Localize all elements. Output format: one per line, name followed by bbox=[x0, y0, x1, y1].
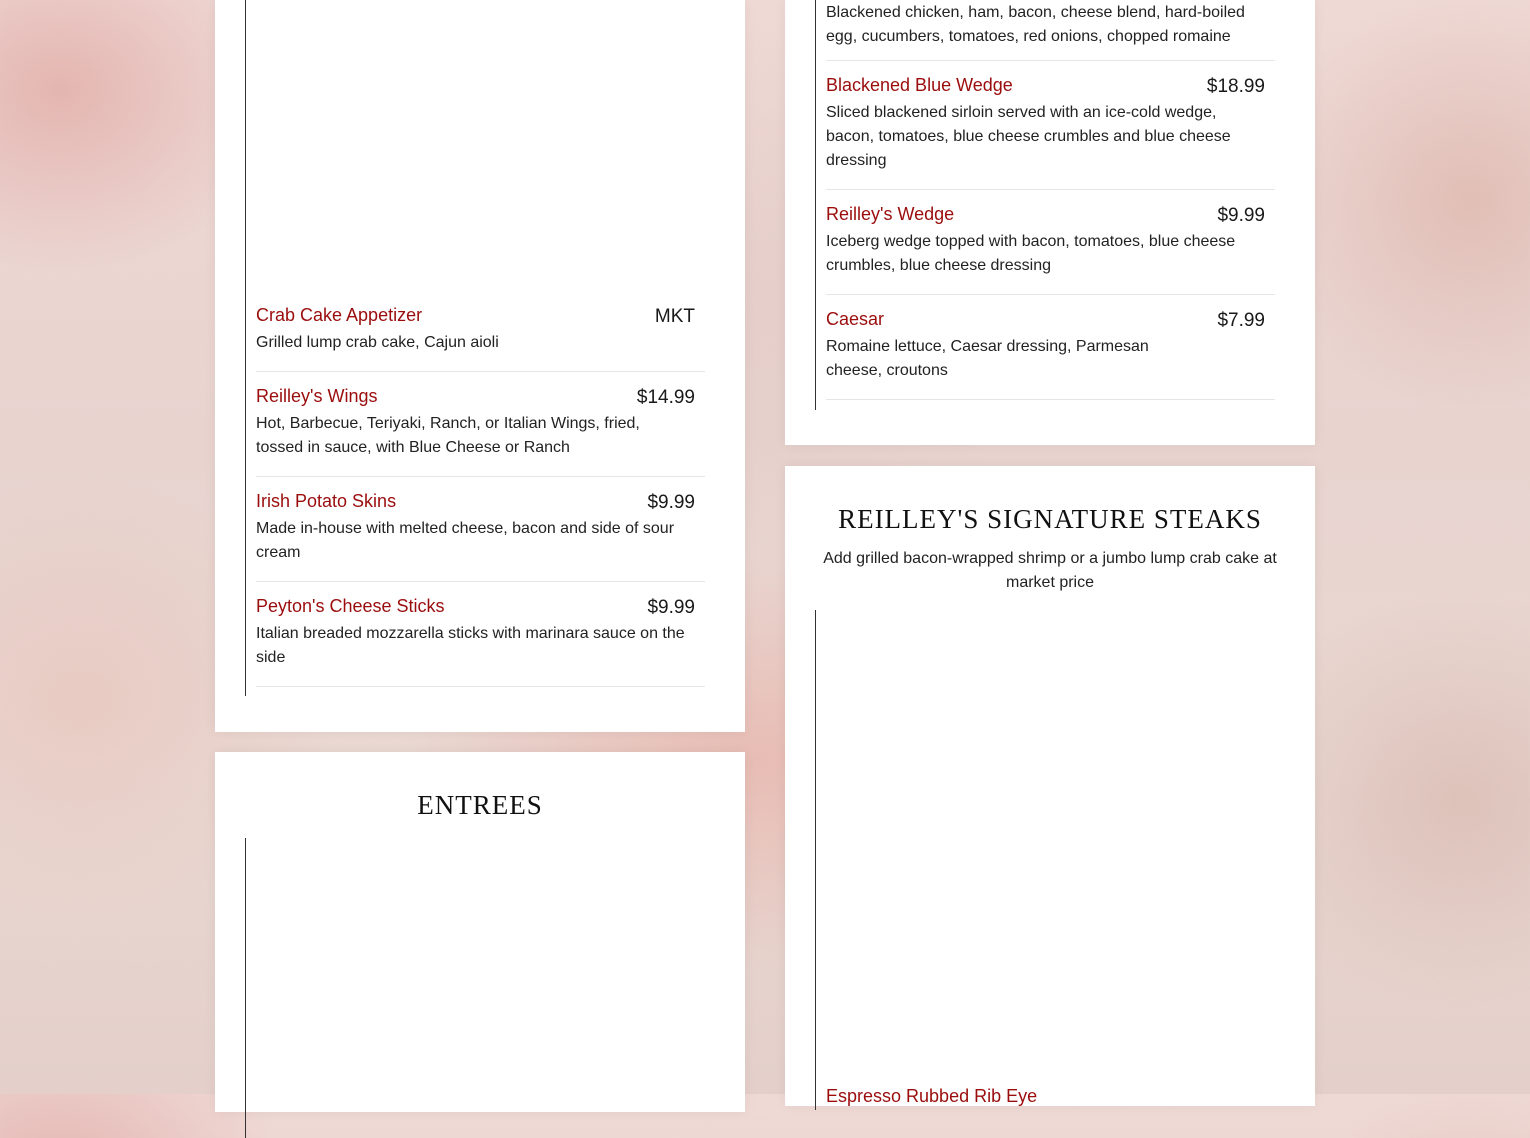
menu-item bbox=[826, 202, 1275, 278]
section-note: Add grilled bacon-wrapped shrimp or a jumbo lump crab cake at market price bbox=[823, 550, 1277, 591]
item-divider bbox=[256, 476, 705, 477]
item-divider bbox=[826, 294, 1275, 295]
panel-rule bbox=[815, 610, 816, 1110]
steaks-panel bbox=[785, 466, 1315, 1106]
item-divider bbox=[256, 371, 705, 372]
panel-rule bbox=[245, 838, 246, 1138]
section-title: REILLEY'S SIGNATURE STEAKS bbox=[838, 504, 1262, 534]
item-name: Reilley's Wedge bbox=[826, 204, 955, 224]
item-price: MKT bbox=[654, 306, 695, 327]
menu-item bbox=[256, 384, 705, 460]
item-divider bbox=[826, 60, 1275, 61]
item-description: Sliced blackened sirloin served with an ice-cold wedge, bacon, tomatoes, blue cheese crumbles and blue cheese dressing bbox=[826, 104, 1231, 169]
item-description: Made in-house with melted cheese, bacon and side of sour cream bbox=[256, 520, 675, 561]
menu-item bbox=[256, 489, 705, 565]
menu-item bbox=[826, 307, 1275, 383]
item-divider bbox=[256, 686, 705, 687]
appetizers-panel bbox=[215, 0, 745, 732]
item-description: Hot, Barbecue, Teriyaki, Ranch, or Italian Wings, fried, tossed in sauce, with Blue Cheese or Ranch bbox=[256, 415, 640, 456]
item-name: Caesar bbox=[826, 309, 885, 329]
item-description: Italian breaded mozzarella sticks with marinara sauce on the side bbox=[256, 625, 685, 666]
panel-rule bbox=[245, 0, 246, 696]
menu-item bbox=[256, 594, 705, 670]
item-description: Grilled lump crab cake, Cajun aioli bbox=[256, 334, 499, 351]
menu-item bbox=[256, 303, 705, 355]
item-divider bbox=[826, 399, 1275, 400]
item-divider bbox=[256, 581, 705, 582]
item-description: Blackened chicken, ham, bacon, cheese blend, hard-boiled egg, cucumbers, tomatoes, red onions, chopped romaine bbox=[826, 4, 1245, 45]
item-price: $18.99 bbox=[1206, 76, 1265, 97]
item-description: Romaine lettuce, Caesar dressing, Parmesan cheese, croutons bbox=[826, 338, 1149, 379]
item-name: Espresso Rubbed Rib Eye bbox=[826, 1086, 1038, 1106]
item-price: $9.99 bbox=[647, 597, 695, 618]
salads-panel bbox=[785, 0, 1315, 445]
item-description: Iceberg wedge topped with bacon, tomatoes, blue cheese crumbles, blue cheese dressing bbox=[826, 233, 1236, 274]
item-name: Peyton's Cheese Sticks bbox=[256, 596, 445, 616]
panel-rule bbox=[815, 0, 816, 410]
item-price: $9.99 bbox=[1217, 205, 1265, 226]
item-name: Irish Potato Skins bbox=[256, 491, 397, 511]
item-name: Reilley's Wings bbox=[256, 386, 378, 406]
item-name: Crab Cake Appetizer bbox=[256, 305, 423, 325]
item-divider bbox=[826, 189, 1275, 190]
item-price: $9.99 bbox=[647, 492, 695, 513]
entrees-panel bbox=[215, 752, 745, 1112]
menu-item bbox=[826, 1084, 1275, 1108]
item-price: $7.99 bbox=[1217, 310, 1265, 331]
item-price: $14.99 bbox=[636, 387, 695, 408]
item-name: Blackened Blue Wedge bbox=[826, 75, 1013, 95]
section-title: ENTREES bbox=[417, 790, 543, 820]
menu-item bbox=[826, 73, 1275, 173]
